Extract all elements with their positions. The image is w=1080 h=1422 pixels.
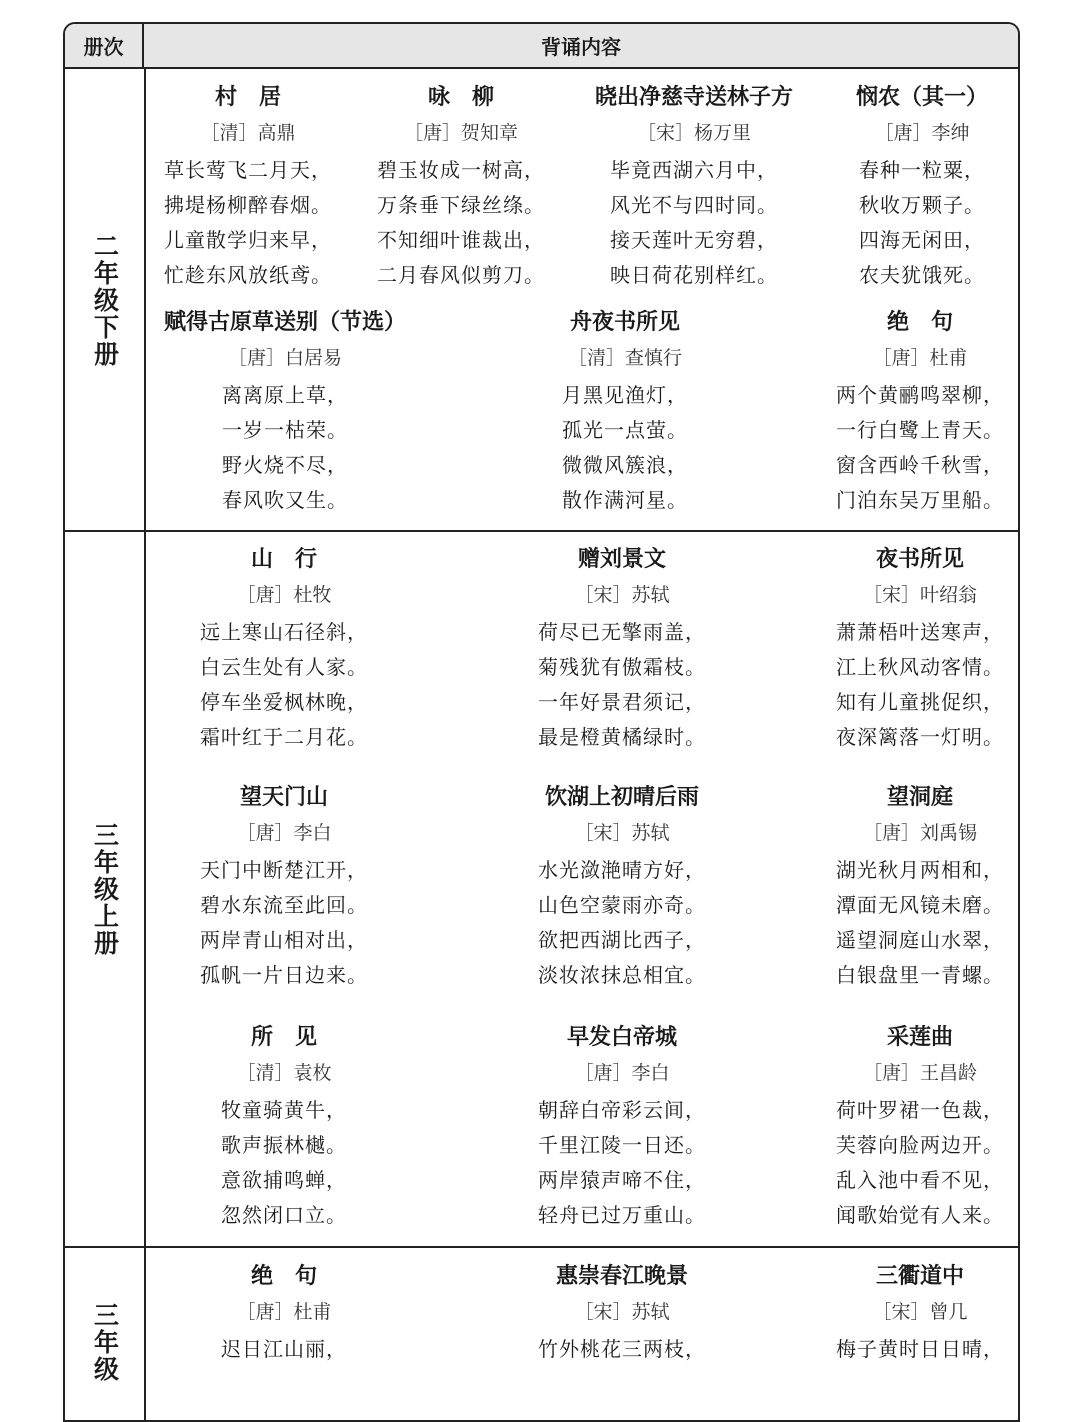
poem-line: 远上寒山石径斜， [200,620,368,644]
header-content: 背诵内容 [541,35,621,59]
poem-author: ［宋］苏轼 [574,584,670,606]
poem-author: ［唐］白居易 [227,347,342,369]
poem-title: 望洞庭 [886,785,953,810]
poem-title: 赋得古原草送别（节选） [163,310,406,335]
poem [805,1023,1020,1235]
poem-line: 一年好景君须记， [538,690,706,714]
section-label: 三年级 [90,1302,120,1383]
poem-line: 春风吹又生。 [222,488,348,512]
poem-line: 乱入池中看不见， [836,1168,1004,1192]
section-label: 三年级上册 [90,821,120,957]
poem-line: 遥望洞庭山水翠， [836,928,1004,952]
poem-line: 牧童骑黄牛， [221,1098,347,1122]
poem [507,1262,737,1369]
poem [510,308,740,520]
poem-line: 接天莲叶无穷碧， [610,228,778,252]
poem [805,1262,1020,1369]
poem-author: ［唐］刘禹锡 [862,822,977,844]
poem-title: 舟夜书所见 [569,310,680,335]
poem-line: 两个黄鹂鸣翠柳， [836,383,1004,407]
poem-title: 所 见 [250,1025,317,1050]
poem [169,783,399,995]
poem-author: ［宋］苏轼 [574,822,670,844]
poem-line: 窗含西岭千秋雪， [836,453,1004,477]
poem-line: 秋收万颗子。 [859,193,985,217]
poem-line: 朝辞白帝彩云间， [538,1098,706,1122]
poem [145,308,425,520]
poem-line: 离离原上草， [222,383,348,407]
poem-title: 山 行 [250,547,317,572]
poem-line: 萧萧梧叶送寒声， [836,620,1004,644]
poem-author: ［宋］杨万里 [636,122,751,144]
poem-line: 菊残犹有傲霜枝。 [538,655,706,679]
row-divider [65,1246,1018,1248]
poem-line: 天门中断楚江开， [200,858,368,882]
poem-author: ［唐］李白 [236,822,332,844]
poem-author: ［宋］苏轼 [574,1301,670,1323]
poem-line: 四海无闲田， [859,228,985,252]
poem-line: 知有儿童挑促织， [836,690,1004,714]
poem [805,783,1020,995]
poem-title: 饮湖上初晴后雨 [544,785,699,810]
poem-line: 江上秋风动客情。 [836,655,1004,679]
poem-title: 三衢道中 [875,1264,964,1289]
poem-line: 两岸青山相对出， [200,928,368,952]
poem-line: 碧水东流至此回。 [200,893,368,917]
poem-title: 咏 柳 [427,85,494,110]
poem-line: 孤光一点萤。 [562,418,688,442]
poem-line: 草长莺飞二月天， [164,158,332,182]
poem [169,545,399,757]
poem-line: 芙蓉向脸两边开。 [836,1133,1004,1157]
poem [169,1262,399,1369]
poem-line: 千里江陵一日还。 [538,1133,706,1157]
poem-line: 水光潋滟晴方好， [538,858,706,882]
poem-line: 最是橙黄橘绿时。 [538,725,706,749]
poem-line: 二月春风似剪刀。 [377,263,545,287]
poem-author: ［宋］叶绍翁 [862,584,977,606]
poem-line: 白银盘里一青螺。 [836,963,1004,987]
poem-author: ［唐］李白 [574,1062,670,1084]
poem-line: 万条垂下绿丝绦。 [377,193,545,217]
poem-line: 欲把西湖比西子， [538,928,706,952]
poem-line: 忽然闭口立。 [221,1203,347,1227]
poem-author: ［清］查慎行 [567,347,682,369]
poem-line: 荷叶罗裙一色裁， [836,1098,1004,1122]
poem-line: 梅子黄时日日晴， [836,1337,1004,1361]
poem-title: 村 居 [214,85,281,110]
poem-line: 山色空蒙雨亦奇。 [538,893,706,917]
poem-line: 野火烧不尽， [222,453,348,477]
poem-title: 惠崇春江晚景 [555,1264,688,1289]
poem-title: 绝 句 [886,310,953,335]
poem-author: ［清］高鼎 [200,122,296,144]
poem-line: 孤帆一片日边来。 [200,963,368,987]
poem [507,545,737,757]
poem-line: 竹外桃花三两枝， [538,1337,706,1361]
poem-author: ［唐］王昌龄 [862,1062,977,1084]
poem-line: 碧玉妆成一树高， [377,158,545,182]
poem-line: 夜深篱落一灯明。 [836,725,1004,749]
poem [805,545,1020,757]
poem [346,83,576,295]
poem-line: 映日荷花别样红。 [610,263,778,287]
poem-author: ［唐］杜甫 [872,347,968,369]
poem-author: ［唐］杜牧 [236,584,332,606]
poem [807,83,1020,295]
poem-line: 白云生处有人家。 [200,655,368,679]
poem-line: 风光不与四时同。 [610,193,778,217]
poem-title: 早发白帝城 [566,1025,677,1050]
section-label: 二年级下册 [90,233,120,368]
poem-line: 淡妆浓抹总相宜。 [538,963,706,987]
poem-author: ［清］袁枚 [236,1062,332,1084]
poem-line: 不知细叶谁裁出， [377,228,545,252]
poem-title: 采莲曲 [886,1025,953,1050]
poem-author: ［唐］杜甫 [236,1301,332,1323]
poem [169,1023,399,1235]
poem [507,1023,737,1235]
poem-line: 意欲捕鸣蝉， [221,1168,347,1192]
poem-line: 毕竟西湖六月中， [610,158,778,182]
poem-author: ［唐］贺知章 [403,122,518,144]
poem-title: 望天门山 [239,785,328,810]
poem [507,783,737,995]
recitation-table [63,22,1020,1422]
poem-line: 荷尽已无擎雨盖， [538,620,706,644]
poem [133,83,363,295]
poem-line: 门泊东吴万里船。 [836,488,1004,512]
table-header [65,24,1018,69]
poem-line: 微微风簇浪， [562,453,688,477]
poem-line: 农夫犹饿死。 [859,263,985,287]
header-volume: 册次 [65,24,144,67]
poem-line: 潭面无风镜未磨。 [836,893,1004,917]
poem-line: 湖光秋月两相和， [836,858,1004,882]
poem-line: 轻舟已过万重山。 [538,1203,706,1227]
poem-line: 散作满河星。 [562,488,688,512]
poem-author: ［唐］李绅 [874,122,970,144]
poem-line: 停车坐爱枫林晚， [200,690,368,714]
poem-line: 歌声振林樾。 [221,1133,347,1157]
poem-title: 赠刘景文 [577,547,666,572]
poem-line: 迟日江山丽， [221,1337,347,1361]
poem-line: 月黑见渔灯， [562,383,688,407]
poem-line: 一岁一枯荣。 [222,418,348,442]
poem-line: 儿童散学归来早， [164,228,332,252]
poem-title: 悯农（其一） [855,85,988,110]
poem-line: 拂堤杨柳醉春烟。 [164,193,332,217]
poem-line: 一行白鹭上青天。 [836,418,1004,442]
row-divider [65,530,1018,532]
poem-author: ［宋］曾几 [872,1301,968,1323]
poem [579,83,809,295]
poem-line: 忙趁东风放纸鸢。 [164,263,332,287]
poem-title: 晓出净慈寺送林子方 [594,85,793,110]
poem-line: 闻歌始觉有人来。 [836,1203,1004,1227]
poem-title: 绝 句 [250,1264,317,1289]
poem-title: 夜书所见 [875,547,964,572]
poem-line: 春种一粒粟， [859,158,985,182]
poem-line: 霜叶红于二月花。 [200,725,368,749]
poem [805,308,1020,520]
poem-line: 两岸猿声啼不住， [538,1168,706,1192]
